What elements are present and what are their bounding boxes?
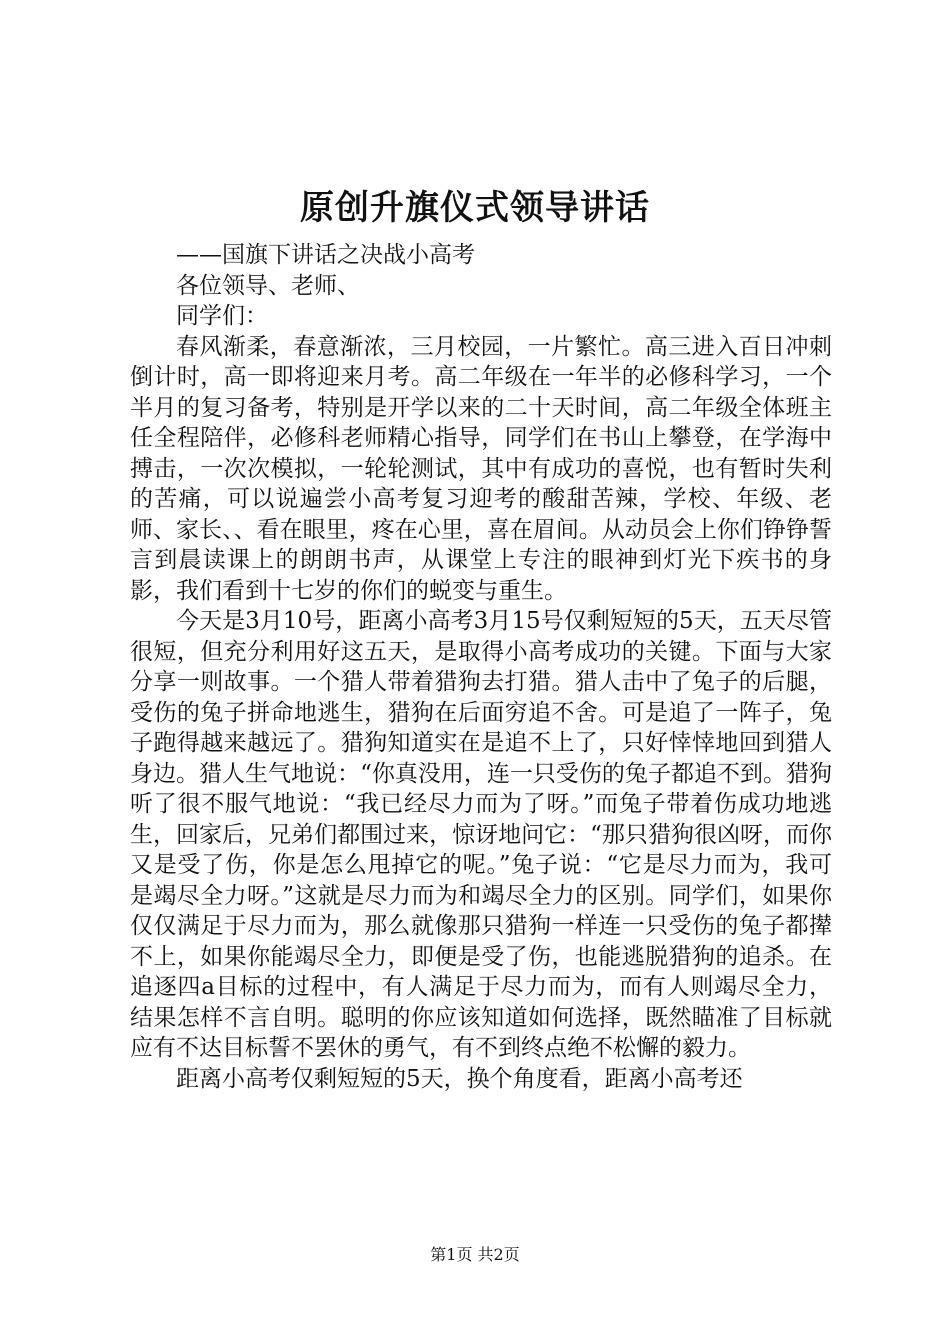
salutation-line-2: 同学们： bbox=[176, 303, 268, 329]
paragraph-2: 今天是3月10号，距离小高考3月15号仅剩短短的5天，五天尽管很短，但充分利用好这五天，是取得小高考成功的关键。下面与大家分享一则故事。一个猎人带着猎狗去打猎。猎人击中了兔子的后腿，受伤的兔子拼命地逃生，猎狗在后面穷追不舍。可是追了一阵子，兔子跑得越来越远了。猎狗知道实在是追不上了，只好悻悻地回到猎人身边。猎人生气地说：“你真没用，连一只受伤的兔子都追不到。猎狗听了很不服气地说：“我已经尽力而为了呀。”而兔子带着伤成功地逃生，回家后，兄弟们都围过来，惊讶地问它：“那只猎狗很凶呀，而你又是受了伤，你是怎么甩掉它的呢。”兔子说：“它是尽力而为，我可是竭尽全力呀。”这就是尽力而为和竭尽全力的区别。同学们，如果你仅仅满足于尽力而为，那么就像那只猎狗一样连一只受伤的兔子都撵不上，如果你能竭尽全力，即便是受了伤，也能逃脱猎狗的追杀。在追逐四a目标的过程中，有人满足于尽力而为，而有人则竭尽全力，结果怎样不言自明。聪明的你应该知道如何选择，既然瞄准了目标就应有不达目标誓不罢休的勇气，有不到终点绝不松懈的毅力。 bbox=[130, 608, 832, 1061]
subtitle: ——国旗下讲话之决战小高考 bbox=[176, 242, 475, 268]
document-title: 原创升旗仪式领导讲话 bbox=[300, 188, 650, 228]
page-footer: 第1页 共2页 bbox=[430, 1245, 520, 1264]
document-body bbox=[130, 240, 832, 1094]
salutation-line-1: 各位领导、老师、 bbox=[176, 272, 360, 299]
paragraph-3: 距离小高考仅剩短短的5天，换个角度看，距离小高考还 bbox=[176, 1065, 743, 1092]
paragraph-1: 春风渐柔，春意渐浓，三月校园，一片繁忙。高三进入百日冲刺倒计时，高一即将迎来月考。高二年级在一年半的必修科学习，一个半月的复习备考，特别是开学以来的二十天时间，高二年级全体班主任全程陪伴，必修科老师精心指导，同学们在书山上攀登，在学海中搏击，一次次模拟，一轮轮测试，其中有成功的喜悦，也有暂时失利的苦痛，可以说遍尝小高考复习迎考的酸甜苦辣，学校、年级、老师、家长、、看在眼里，疼在心里，喜在眉间。从动员会上你们铮铮誓言到晨读课上的朗朗书声，从课堂上专注的眼神到灯光下疾书的身影，我们看到十七岁的你们的蜕变与重生。 bbox=[130, 333, 832, 604]
